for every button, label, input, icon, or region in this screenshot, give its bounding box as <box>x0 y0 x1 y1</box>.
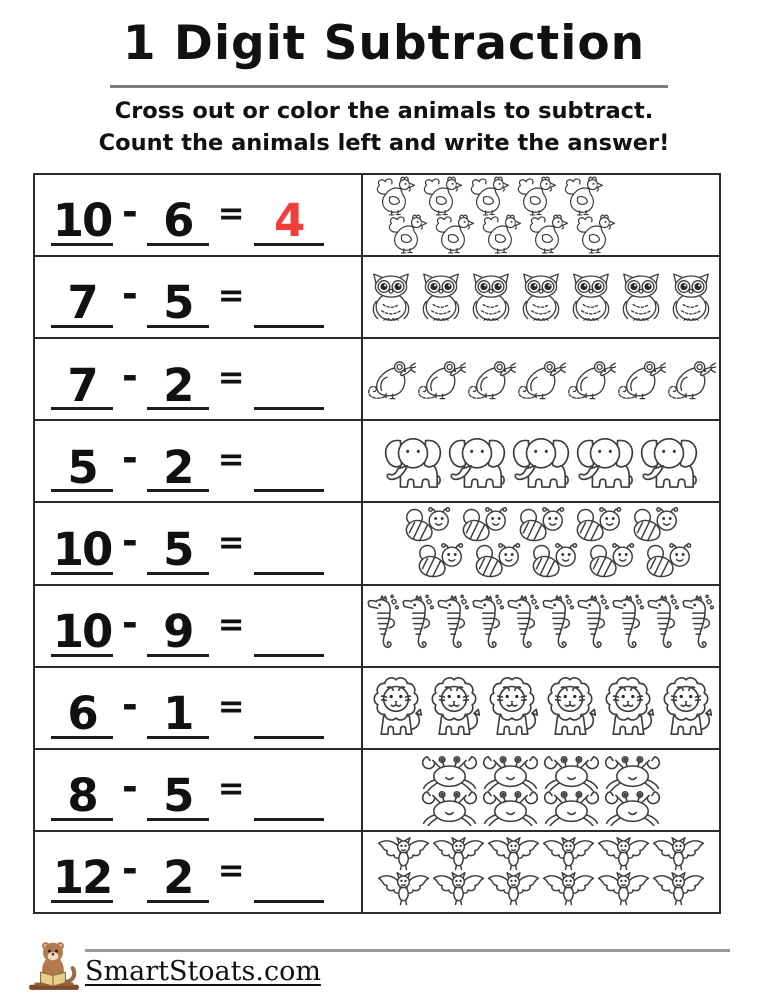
chicken-icon[interactable] <box>430 214 477 254</box>
crab-icon[interactable] <box>602 754 663 791</box>
owl-icon[interactable] <box>616 267 666 328</box>
rat-icon[interactable] <box>416 356 466 403</box>
subtrahend-value: 2 <box>147 429 209 492</box>
footer-site-link[interactable]: SmartStoats.com <box>85 956 321 987</box>
instructions <box>0 96 768 160</box>
equation-cell <box>35 421 363 501</box>
lion-icon[interactable] <box>657 676 715 739</box>
answer-blank[interactable] <box>254 429 324 492</box>
seahorse-icon[interactable] <box>681 594 716 657</box>
chicken-icon[interactable] <box>465 176 512 216</box>
bat-icon[interactable] <box>541 836 596 873</box>
minus-sign: - <box>122 600 138 645</box>
stoat-mascot-logo <box>26 936 82 992</box>
instructions-line-1: Cross out or color the animals to subtract. <box>114 98 654 124</box>
subtrahend-value: 5 <box>147 512 209 575</box>
owl-icon[interactable] <box>516 267 566 328</box>
bee-icon[interactable] <box>469 542 526 580</box>
crab-icon[interactable] <box>602 789 663 826</box>
equation-cell <box>35 832 363 912</box>
bat-icon[interactable] <box>541 871 596 908</box>
seahorse-icon[interactable] <box>646 594 681 657</box>
answer-blank[interactable] <box>254 758 324 821</box>
chicken-icon[interactable] <box>559 176 606 216</box>
equation-cell <box>35 339 363 419</box>
owl-icon[interactable] <box>416 267 466 328</box>
bee-icon[interactable] <box>456 506 513 544</box>
crab-icon[interactable] <box>541 754 602 791</box>
rat-icon[interactable] <box>466 356 516 403</box>
equation-cell <box>35 668 363 748</box>
crab-icon[interactable] <box>480 754 541 791</box>
owl-icon[interactable] <box>666 267 716 328</box>
animal-cell <box>363 339 719 419</box>
elephant-icon[interactable] <box>637 432 701 490</box>
bat-icon[interactable] <box>376 871 431 908</box>
owl-icon[interactable] <box>566 267 616 328</box>
rat-icon[interactable] <box>666 356 716 403</box>
minus-sign: - <box>122 354 138 399</box>
bat-icon[interactable] <box>596 871 651 908</box>
minus-sign: - <box>122 436 138 481</box>
minuend-value: 7 <box>51 265 113 328</box>
answer-blank[interactable] <box>254 594 324 657</box>
equals-sign: = <box>217 768 245 807</box>
animal-cell <box>363 503 719 583</box>
lion-icon[interactable] <box>599 676 657 739</box>
minuend-value: 12 <box>51 840 113 903</box>
minuend-value: 5 <box>51 429 113 492</box>
equation-cell <box>35 257 363 337</box>
equation-cell <box>35 503 363 583</box>
equation-cell <box>35 175 363 255</box>
animal-cell <box>363 175 719 255</box>
bat-icon[interactable] <box>596 836 651 873</box>
worksheet-row <box>35 501 719 583</box>
bat-icon[interactable] <box>376 836 431 873</box>
lion-icon[interactable] <box>367 676 425 739</box>
worksheet-row <box>35 255 719 337</box>
owl-icon[interactable] <box>466 267 516 328</box>
answer-blank[interactable] <box>254 676 324 739</box>
minuend-value: 10 <box>51 594 113 657</box>
elephant-icon[interactable] <box>381 432 445 490</box>
animal-cell <box>363 668 719 748</box>
subtrahend-value: 6 <box>147 183 209 246</box>
equation-cell <box>35 750 363 830</box>
chicken-icon[interactable] <box>371 176 418 216</box>
minuend-value: 10 <box>51 512 113 575</box>
answer-blank[interactable] <box>254 512 324 575</box>
bat-icon[interactable] <box>486 836 541 873</box>
rat-icon[interactable] <box>516 356 566 403</box>
bee-icon[interactable] <box>412 542 469 580</box>
worksheet-row <box>35 748 719 830</box>
bee-icon[interactable] <box>399 506 456 544</box>
elephant-icon[interactable] <box>573 432 637 490</box>
minus-sign: - <box>122 518 138 563</box>
worksheet-row <box>35 830 719 912</box>
subtrahend-value: 9 <box>147 594 209 657</box>
minus-sign: - <box>122 190 138 235</box>
worksheet-row <box>35 584 719 666</box>
equals-sign: = <box>217 276 245 315</box>
worksheet-table <box>33 173 721 914</box>
subtrahend-value: 2 <box>147 840 209 903</box>
minus-sign: - <box>122 846 138 891</box>
equals-sign: = <box>217 440 245 479</box>
worksheet-row <box>35 666 719 748</box>
answer-blank[interactable] <box>254 347 324 410</box>
worksheet-row <box>35 337 719 419</box>
chicken-icon[interactable] <box>383 214 430 254</box>
animal-cell <box>363 586 719 666</box>
minus-sign: - <box>122 682 138 727</box>
crab-icon[interactable] <box>541 789 602 826</box>
bat-icon[interactable] <box>431 836 486 873</box>
equals-sign: = <box>217 850 245 889</box>
rat-icon[interactable] <box>566 356 616 403</box>
chicken-icon[interactable] <box>571 214 618 254</box>
lion-icon[interactable] <box>541 676 599 739</box>
bee-icon[interactable] <box>526 542 583 580</box>
equals-sign: = <box>217 604 245 643</box>
equals-sign: = <box>217 522 245 561</box>
seahorse-icon[interactable] <box>401 594 436 657</box>
minuend-value: 10 <box>51 183 113 246</box>
answer-blank[interactable]: 4 <box>254 183 324 246</box>
bat-icon[interactable] <box>651 871 706 908</box>
bee-icon[interactable] <box>640 542 697 580</box>
minus-sign: - <box>122 764 138 809</box>
chicken-icon[interactable] <box>477 214 524 254</box>
bat-icon[interactable] <box>431 871 486 908</box>
minuend-value: 8 <box>51 758 113 821</box>
elephant-icon[interactable] <box>509 432 573 490</box>
bat-icon[interactable] <box>651 836 706 873</box>
elephant-icon[interactable] <box>445 432 509 490</box>
lion-icon[interactable] <box>425 676 483 739</box>
crab-icon[interactable] <box>419 789 480 826</box>
title-underline <box>110 85 668 88</box>
minuend-value: 7 <box>51 347 113 410</box>
chicken-icon[interactable] <box>418 176 465 216</box>
bee-icon[interactable] <box>513 506 570 544</box>
seahorse-icon[interactable] <box>541 594 576 657</box>
animal-cell <box>363 750 719 830</box>
instructions-line-2: Count the animals left and write the answer! <box>98 129 670 156</box>
equals-sign: = <box>217 194 245 233</box>
minus-sign: - <box>122 272 138 317</box>
equation-cell <box>35 586 363 666</box>
equals-sign: = <box>217 686 245 725</box>
lion-icon[interactable] <box>483 676 541 739</box>
page-title: 1 Digit Subtraction <box>122 16 646 71</box>
subtrahend-value: 5 <box>147 758 209 821</box>
worksheet-row <box>35 419 719 501</box>
worksheet-row <box>35 175 719 255</box>
rat-icon[interactable] <box>616 356 666 403</box>
chicken-icon[interactable] <box>524 214 571 254</box>
answer-blank[interactable] <box>254 265 324 328</box>
seahorse-icon[interactable] <box>506 594 541 657</box>
answer-blank[interactable] <box>254 840 324 903</box>
animal-cell <box>363 832 719 912</box>
animal-cell <box>363 421 719 501</box>
crab-icon[interactable] <box>480 789 541 826</box>
seahorse-icon[interactable] <box>576 594 611 657</box>
footer-divider <box>85 949 730 952</box>
subtrahend-value: 5 <box>147 265 209 328</box>
equals-sign: = <box>217 358 245 397</box>
chicken-icon[interactable] <box>512 176 559 216</box>
owl-icon[interactable] <box>366 267 416 328</box>
bat-icon[interactable] <box>486 871 541 908</box>
rat-icon[interactable] <box>366 356 416 403</box>
seahorse-icon[interactable] <box>436 594 471 657</box>
seahorse-icon[interactable] <box>366 594 401 657</box>
animal-cell <box>363 257 719 337</box>
bee-icon[interactable] <box>627 506 684 544</box>
seahorse-icon[interactable] <box>611 594 646 657</box>
subtrahend-value: 1 <box>147 676 209 739</box>
bee-icon[interactable] <box>570 506 627 544</box>
subtrahend-value: 2 <box>147 347 209 410</box>
bee-icon[interactable] <box>583 542 640 580</box>
minuend-value: 6 <box>51 676 113 739</box>
crab-icon[interactable] <box>419 754 480 791</box>
seahorse-icon[interactable] <box>471 594 506 657</box>
